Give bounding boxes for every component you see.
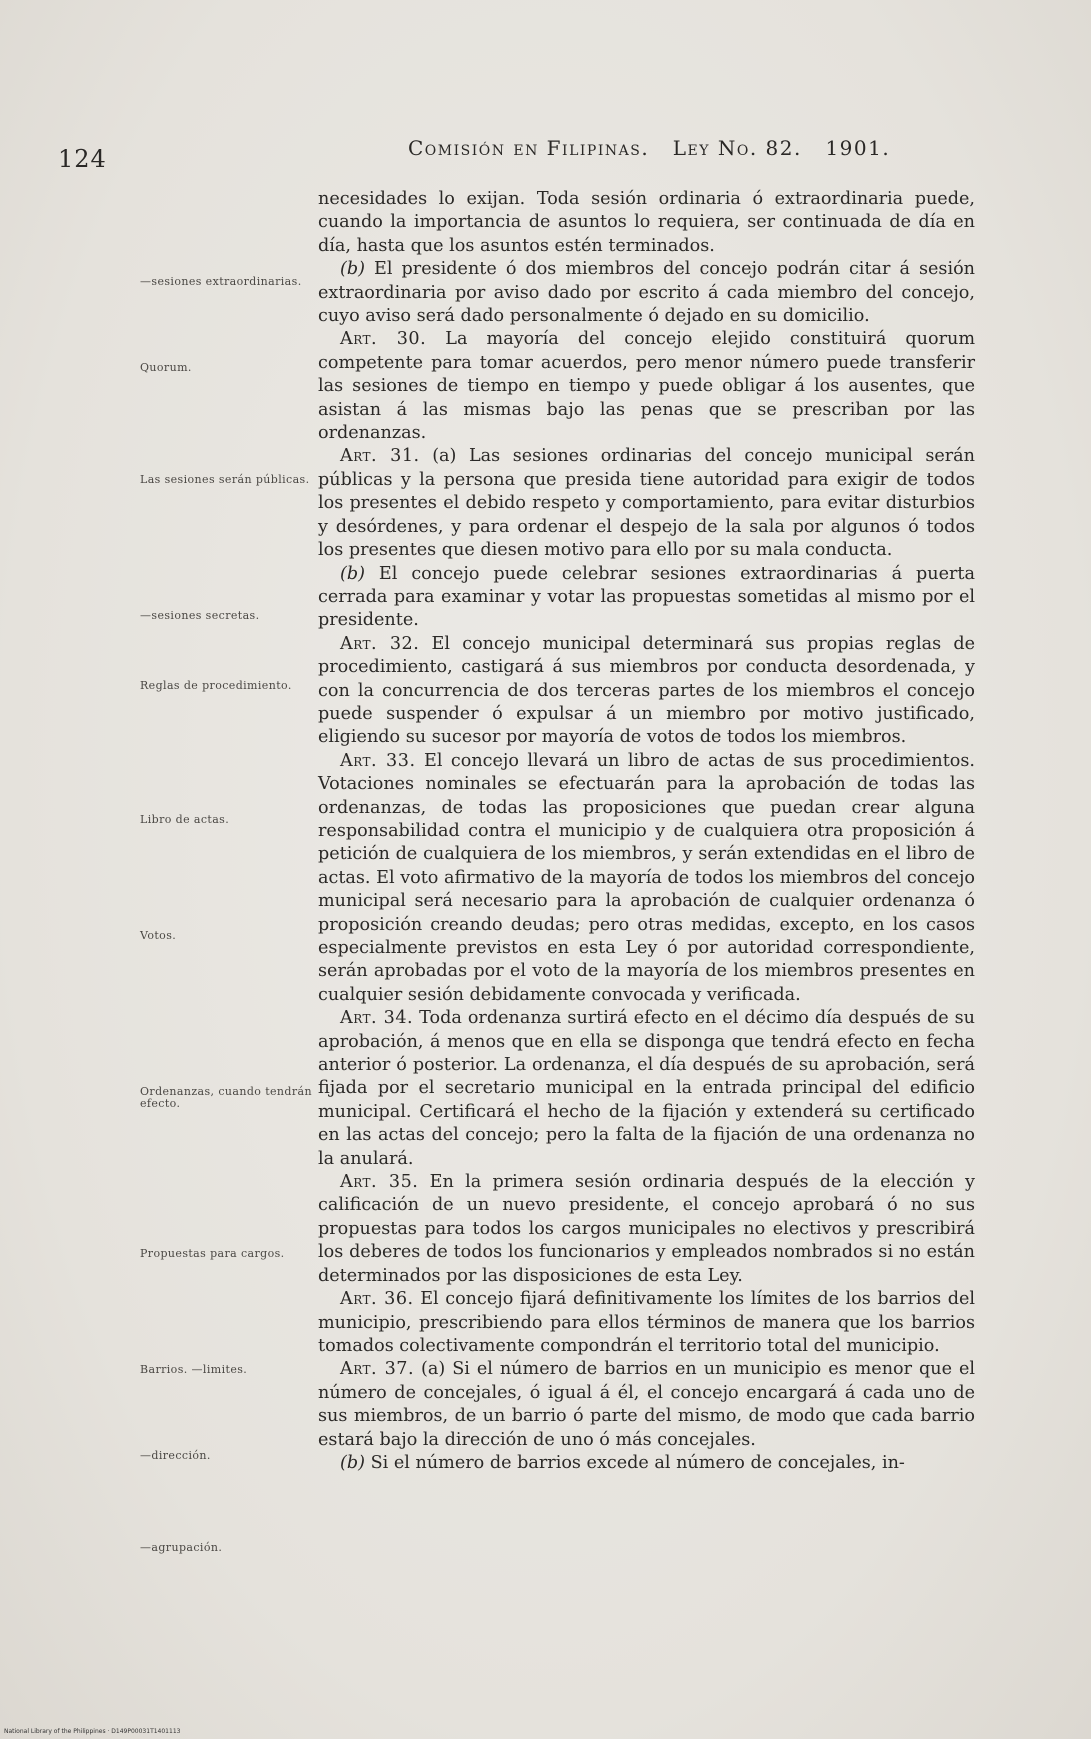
page-number: 124 [58, 145, 107, 173]
paragraph-text: El concejo fijará definitivamente los límites de los barrios del municipio, prescribiendo para ellos términos de manera que los barrios tomados colectivamente compondrán el territorio total del municipio. [318, 1289, 975, 1356]
sidenote-barrios-limites: Barrios. —limites. [140, 1363, 248, 1376]
article-number: Art. 37. [340, 1359, 415, 1380]
paragraph [318, 1358, 975, 1452]
paragraph [318, 1171, 975, 1288]
paragraph-text: El presidente ó dos miembros del concejo podrán citar á sesión extraordinaria por aviso dado por escrito á cada miembro del concejo, cuyo aviso será dado personalmente ó dejado en su domicilio. [318, 259, 975, 327]
sidenote-propuestas-cargos: Propuestas para cargos. [140, 1247, 285, 1260]
sidenote-reglas-procedimiento: Reglas de procedimiento. [140, 679, 292, 692]
paragraph-text: (a) Si el número de barrios en un municipio es menor que el número de concejales, ó igual á él, el concejo encargará á cada uno de sus miembros, de un barrio ó parte del mismo, de modo que cada barrio estará bajo la dirección de uno ó más concejales. [318, 1359, 975, 1450]
article-number: Art. 35. [340, 1172, 419, 1193]
paragraph-lead: (b) [340, 1452, 365, 1473]
paragraph [318, 633, 975, 750]
article-number: Art. 31. [340, 446, 420, 467]
sidenote-libro-actas: Libro de actas. [140, 813, 230, 826]
scan-footer: National Library of the Philippines · D149P00031T1401113 [4, 1728, 181, 1735]
paragraph-text: Toda ordenanza surtirá efecto en el décimo día después de su aprobación, á menos que en ella se disponga que tendrá efecto en fecha anterior ó posterior. La ordenanza, el día después de su aprobación, será fijada por el secretario municipal en la entrada principal del edificio municipal. Certificará el hecho de la fijación y extenderá su certificado en las actas del concejo; pero la falta de la fijación de una ordenanza no la anulará. [318, 1008, 975, 1169]
paragraph [318, 750, 975, 1007]
paragraph [318, 1007, 975, 1171]
sidenote-sesiones-publicas: Las sesiones serán públicas. [140, 473, 310, 486]
paragraph [318, 1452, 975, 1475]
sidenote-sesiones-extraordinarias: —sesiones extraordinarias. [140, 275, 302, 288]
running-title: Comisión en Filipinas. [408, 136, 650, 160]
sidenote-ordenanzas: Ordenanzas, cuando tendrán efecto. [140, 1085, 312, 1110]
running-head [408, 136, 890, 160]
paragraph [318, 258, 975, 328]
sidenote-sesiones-secretas: —sesiones secretas. [140, 609, 260, 622]
paragraph-text: El concejo municipal determinará sus propias reglas de procedimiento, castigará á sus miembros por conducta desordenada, y con la concurrencia de dos terceras partes de los miembros el concejo puede suspender ó expulsar á un miembro por motivo justificado, eligiendo su sucesor por mayoría de votos de todos los miembros. [318, 633, 975, 748]
article-number: Art. 30. [340, 329, 427, 350]
paragraph [318, 328, 975, 445]
paragraph [318, 563, 975, 633]
paragraph-lead: (b) [340, 563, 365, 584]
paragraph-text: Si el número de barrios excede al número de concejales, in- [365, 1452, 905, 1473]
law-number: Ley No. 82. [672, 136, 802, 160]
paragraph-text: La mayoría del concejo elejido constituirá quorum competente para tomar acuerdos, pero menor número puede transferir las sesiones de tiempo en tiempo y puede obligar á los ausentes, que asistan á las mismas bajo las penas que se prescriban por las ordenanzas. [318, 329, 976, 444]
sidenote-votos: Votos. [140, 929, 177, 942]
article-number: Art. 34. [340, 1008, 414, 1029]
paragraph-lead: (b) [340, 259, 365, 280]
sidenote-direccion: —dirección. [140, 1449, 211, 1462]
paragraph-text: En la primera sesión ordinaria después de la elección y calificación de un nuevo presidente, el concejo aprobará ó no sus propuestas para todos los cargos municipales no electivos y prescribirá los deberes de todos los funcionarios y empleados nombrados si no están determinados por las disposiciones de esta Ley. [318, 1172, 975, 1286]
sidenote-agrupacion: —agrupación. [140, 1541, 223, 1554]
paragraph-text: (a) Las sesiones ordinarias del concejo municipal serán públicas y la persona que presida tiene autoridad para exigir de todos los presentes el debido respeto y comportamiento, para evitar disturbios y desórdenes, y para ordenar el despejo de la sala por algunos ó todos los presentes que diesen motivo para ello por su mala conducta. [318, 446, 976, 561]
paragraph [318, 188, 975, 258]
paragraph [318, 445, 975, 562]
year: 1901. [825, 136, 891, 160]
article-number: Art. 36. [340, 1289, 414, 1310]
article-number: Art. 32. [340, 633, 420, 654]
body-text [318, 188, 975, 1475]
paragraph-text: necesidades lo exijan. Toda sesión ordinaria ó extraordinaria puede, cuando la importancia de asuntos lo requiera, ser continuada de día en día, hasta que los asuntos estén terminados. [318, 189, 975, 256]
paragraph [318, 1288, 975, 1358]
paragraph-text: El concejo llevará un libro de actas de sus procedimientos. Votaciones nominales se efectuarán para la aprobación de todas las ordenanzas, de todas las proposiciones que puedan crear alguna responsabilidad contra el municipio y de cualquiera otra proposición á petición de cualquiera de los miembros, y serán extendidas en el libro de actas. El voto afirmativo de la mayoría de todos los miembros del concejo municipal será necesario para la aprobación de cualquier ordenanza ó proposición creando deudas; pero otras medidas, excepto, en los casos especialmente previstos en esta Ley ó por autoridad correspondiente, serán aprobadas por el voto de la mayoría de los miembros presentes en cualquier sesión debidamente convocada y verificada. [318, 750, 975, 1005]
sidenote-quorum: Quorum. [140, 361, 192, 374]
article-number: Art. 33. [340, 750, 416, 771]
paragraph-text: El concejo puede celebrar sesiones extraordinarias á puerta cerrada para examinar y votar las propuestas sometidas al mismo por el presidente. [318, 563, 975, 631]
